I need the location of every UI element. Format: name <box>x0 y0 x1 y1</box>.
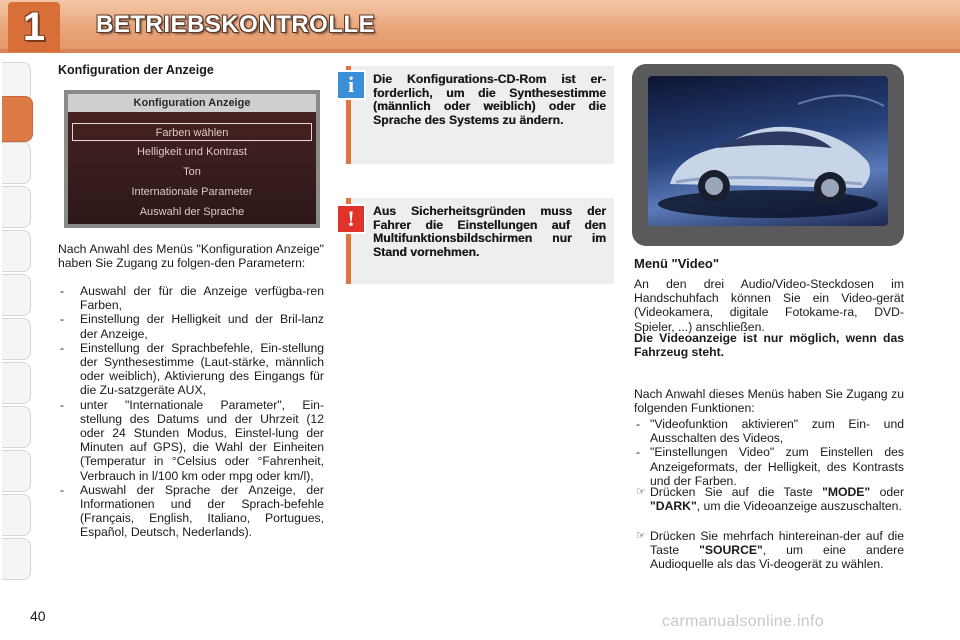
chapter-tab-active[interactable] <box>2 96 33 142</box>
chapter-tab-6[interactable] <box>2 318 31 360</box>
chapter-tab-2[interactable] <box>2 142 31 184</box>
list-item: - Auswahl der für die Anzeige verfügba-ren Farben, <box>60 284 324 313</box>
page-number: 40 <box>30 608 46 624</box>
car-image <box>648 76 888 226</box>
list-item: - unter "Internationale Parameter", Ein-stellung des Datums und der Uhrzeit (12 oder 24 Stunden Modus, Einstel-lung der Minuten auf GPS), die Wahl der Einheiten (Temperatur in °Celsius oder °Fahrenheit, Verbrauch in l/100 km oder mpg oder km/l), <box>60 397 324 483</box>
screen-menu-title: Konfiguration Anzeige <box>68 94 316 112</box>
chapter-tab-5[interactable] <box>2 274 31 316</box>
tip-video-off: ☞ Drücken Sie auf die Taste "MODE" oder "DARK", um die Videoanzeige auszuschalten. <box>636 485 905 514</box>
list-item: - Einstellung der Sprachbefehle, Ein-stellung der Synthesestimme (Laut-stärke, männlich oder weiblich), Aktivierung des Eingangs für die Zu-satzgeräte AUX, <box>60 340 324 398</box>
display-screen <box>68 94 316 224</box>
chapter-tab-8[interactable] <box>2 406 31 448</box>
car-illustration-icon <box>648 76 888 226</box>
video-menu-intro: Nach Anwahl dieses Menüs haben Sie Zugang zu folgenden Funktionen: <box>634 387 904 416</box>
info-note-box <box>346 66 614 164</box>
screen-menu-item: Auswahl der Sprache <box>139 206 245 218</box>
chapter-tab-10[interactable] <box>2 494 31 536</box>
chapter-tab <box>8 2 60 52</box>
source-key-label: "SOURCE" <box>699 543 763 558</box>
mode-key-label: "MODE" <box>822 485 871 499</box>
display-config-intro: Nach Anwahl des Menüs "Konfiguration Anzeige" haben Sie Zugang zu folgen-den Parametern: <box>58 242 324 271</box>
pointing-hand-icon: ☞ <box>636 530 646 542</box>
chapter-tab-7[interactable] <box>2 362 31 404</box>
screen-menu-item: Ton <box>183 166 201 178</box>
info-note-text: Die Konfigurations-CD-Rom ist er-forderlich, um die Synthesestimme (männlich oder weiblich) oder die Sprache des Systems zu ändern. <box>373 72 606 127</box>
tip-audio-source: ☞ Drücken Sie mehrfach hintereinan-der auf die Taste "SOURCE", um eine andere Audioquelle als das Vi-deogerät zu wählen. <box>636 529 904 572</box>
chapter-tab-strip <box>0 62 34 582</box>
screen-menu-item: Farben wählen <box>72 123 312 141</box>
warning-icon: ! <box>336 204 366 234</box>
chapter-tab-3[interactable] <box>2 186 31 228</box>
warning-note-text: Aus Sicherheitsgründen muss der Fahrer die Einstellungen auf den Multifunktionsbildschirmen nur im Stand vornehmen. <box>373 204 606 259</box>
section-title-display-config: Konfiguration der Anzeige <box>58 63 214 77</box>
screen-menu-item: Helligkeit und Kontrast <box>136 146 248 158</box>
list-item: - "Videofunktion aktivieren" zum Ein- und Ausschalten des Videos, <box>636 417 904 446</box>
list-item: - Einstellung der Helligkeit und der Bril-lanz der Anzeige, <box>60 312 324 341</box>
list-item: - Auswahl der Sprache der Anzeige, der Informationen und der Sprach-befehle (Français, English, Italiano, Portugues, Español, Deutsch, Nederlands). <box>60 482 324 540</box>
page-title: BETRIEBSKONTROLLE <box>96 11 376 38</box>
video-screen-photo <box>632 64 904 246</box>
display-config-list <box>58 284 324 540</box>
watermark: carmanualsonline.info <box>662 613 824 630</box>
warning-note-box <box>346 198 614 284</box>
video-intro-text: An den drei Audio/Video-Steckdosen im Handschuhfach können Sie ein Video-gerät (Videokamera, digitale Fotokame-ra, DVD-Spieler, ...) anschließen. <box>634 277 904 334</box>
screen-menu-item: Internationale Parameter <box>131 186 253 198</box>
info-icon: i <box>336 70 366 100</box>
chapter-tab-4[interactable] <box>2 230 31 272</box>
chapter-tab-11[interactable] <box>2 538 31 580</box>
chapter-number: 1 <box>22 5 46 49</box>
video-function-list <box>634 417 904 488</box>
chapter-tab-9[interactable] <box>2 450 31 492</box>
dark-key-label: "DARK" <box>650 499 697 514</box>
section-title-video-menu: Menü "Video" <box>634 256 720 271</box>
pointing-hand-icon: ☞ <box>636 486 646 498</box>
video-standstill-note: Die Videoanzeige ist nur möglich, wenn das Fahrzeug steht. <box>634 331 904 360</box>
list-item: - "Einstellungen Video" zum Einstellen des Anzeigeformats, der Helligkeit, des Kontrasts und der Farben. <box>636 445 904 488</box>
display-config-screenshot <box>64 90 320 228</box>
header-rule <box>0 49 960 53</box>
